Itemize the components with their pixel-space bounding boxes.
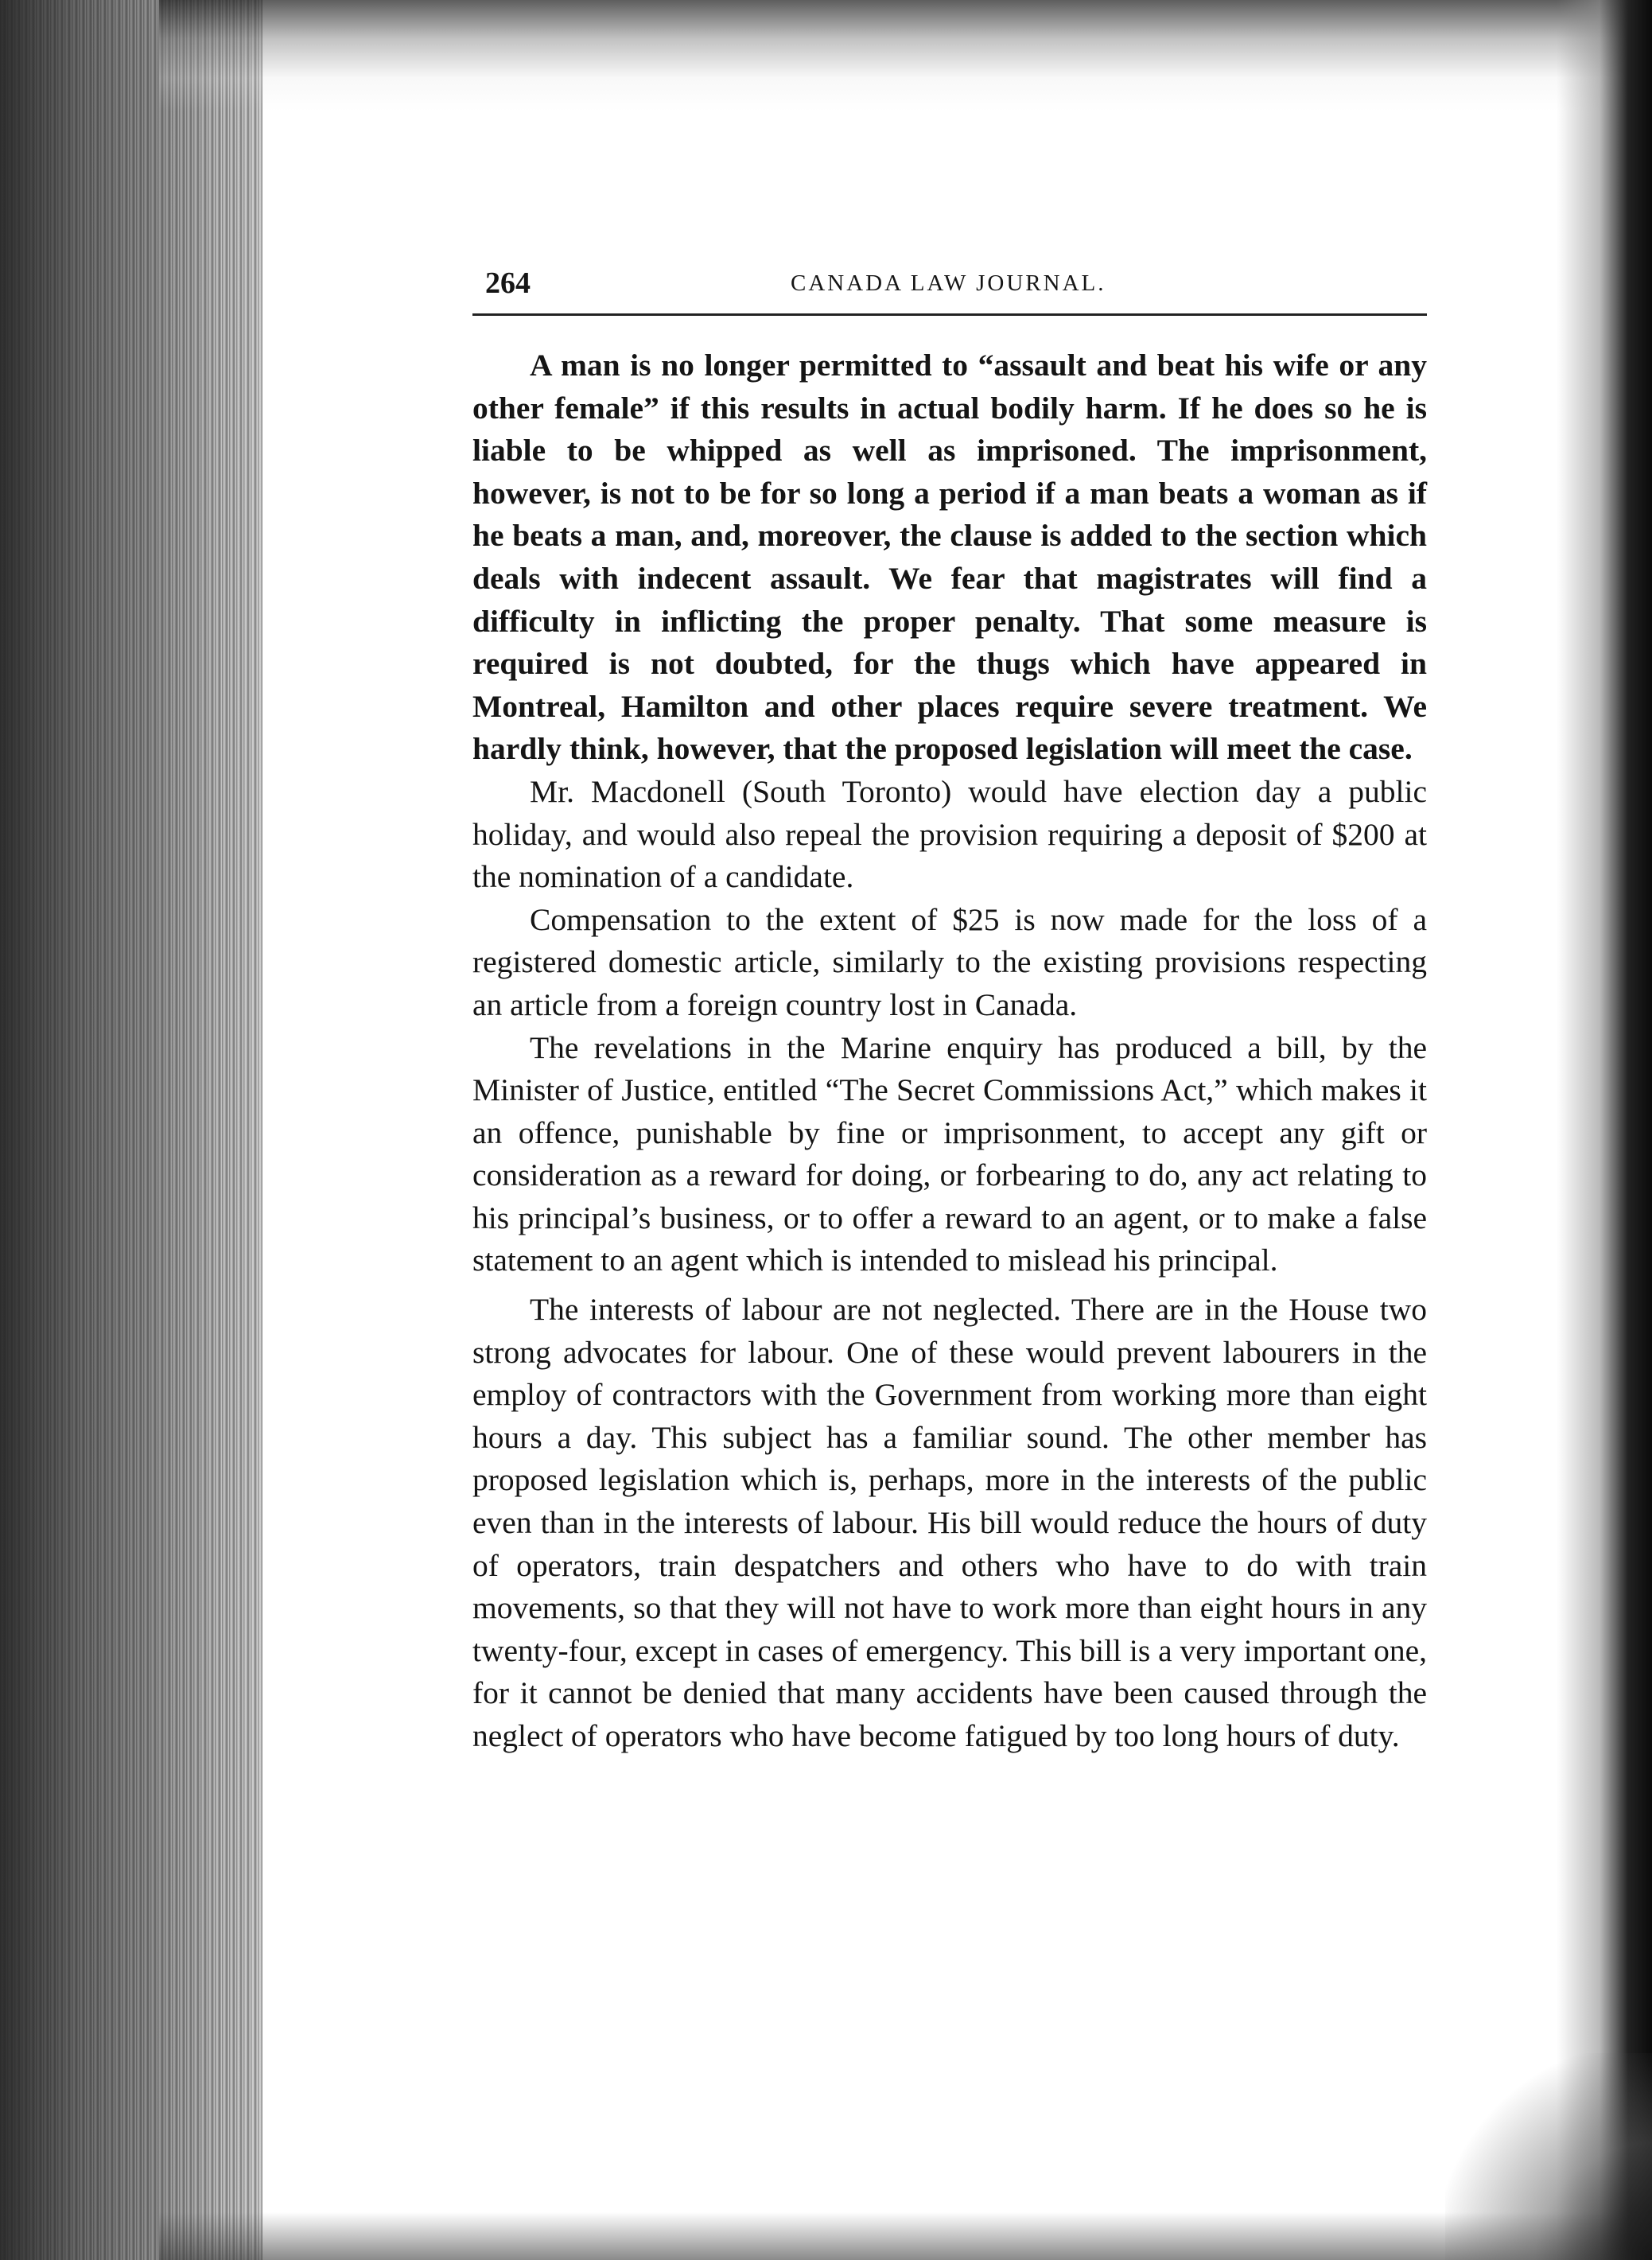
scan-top-shadow: [159, 0, 1652, 111]
article-body: [472, 344, 1427, 1758]
scan-right-shadow: [1557, 0, 1652, 2260]
paragraph-labour: The interests of labour are not neglected. There are in the House two strong advocates for labour. One of these would prevent labourers in the employ of contractors with the Government from working more than eight hours a day. This subject has a familiar sound. The other member has proposed legislation which is, perhaps, more in the interests of the public even than in the interests of labour. His bill would reduce the hours of duty of operators, train despatchers and others who have to do with train movements, so that they will not have to work more than eight hours in any twenty-four, except in cases of emergency. This bill is a very important one, for it cannot be denied that many accidents have been caused through the neglect of operators who have become fatigued by too long hours of duty.: [472, 1292, 1427, 1753]
paragraph-election-day: Mr. Macdonell (South Toronto) would have election day a public holiday, and would also repeal the provision requiring a deposit of $200 at the nomination of a candidate.: [472, 773, 1427, 895]
journal-title: CANADA LAW JOURNAL.: [791, 270, 1106, 296]
scan-corner-shadow: [1445, 2053, 1652, 2260]
scan-binding-shadow: [0, 0, 262, 2260]
page-number: 264: [485, 266, 531, 300]
paragraph-secret-commissions: The revelations in the Marine enquiry has produced a bill, by the Minister of Justice, entitled “The Secret Commissions Act,” which makes it an offence, punishable by fine or imprisonment, to accept any gift or consideration as a reward for doing, or forbearing to do, any act relating to his principal’s business, or to offer a reward to an agent, or to make a false statement to an agent which is intended to mislead his principal.: [472, 1029, 1427, 1278]
paragraph-assault: A man is no longer permitted to “assault and beat his wife or any other female” if this results in actual bodily harm. If he does so he is liable to be whipped as well as imprisoned. The imprisonment, however, is not to be for so long a period if a man beats a woman as if he beats a man, and, moreover, the clause is added to the section which deals with indecent assault. We fear that magistrates will find a difficulty in inflicting the proper penalty. That some measure is required is not doubted, for the thugs which have appeared in Montreal, Hamilton and other places require severe treatment. We hardly think, however, that the proposed legislation will meet the case.: [472, 348, 1427, 767]
running-head: [472, 263, 1427, 316]
journal-page: [472, 263, 1427, 1758]
paragraph-compensation: Compensation to the extent of $25 is now made for the loss of a registered domestic article, similarly to the existing provisions respecting an article from a foreign country lost in Canada.: [472, 901, 1427, 1022]
scan-bottom-shadow: [159, 2212, 1652, 2260]
